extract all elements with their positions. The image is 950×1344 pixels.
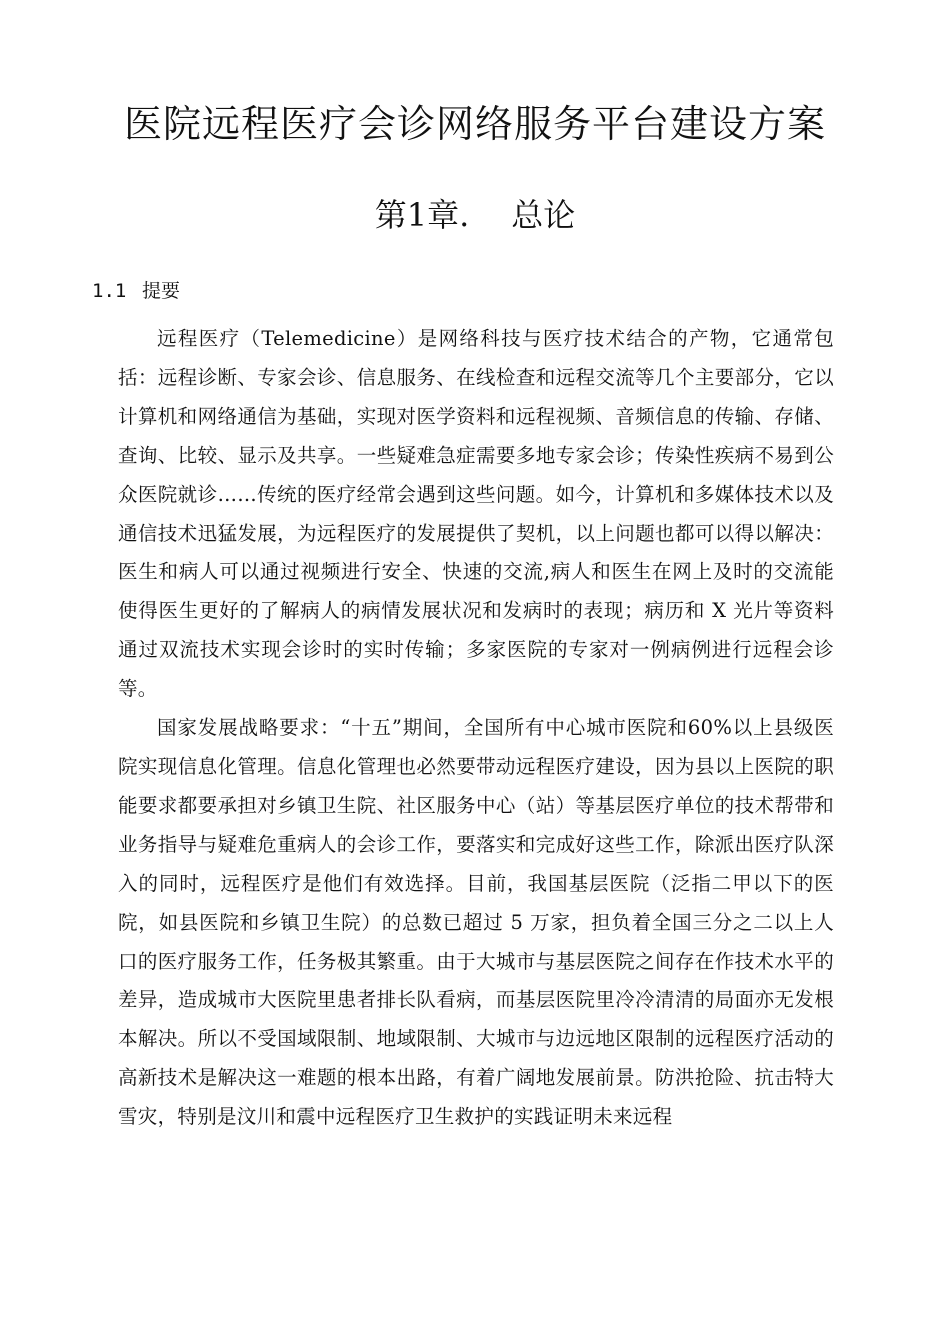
section-title: 提要 — [142, 280, 181, 302]
paragraph-national-strategy: 国家发展战略要求：“十五”期间，全国所有中心城市医院和60%以上县级医院实现信息化管理。信息化管理也必然要带动远程医疗建设，因为县以上医院的职能要求都要承担对乡镇卫生院、社区服务中心（站）等基层医疗单位的技术帮带和业务指导与疑难危重病人的会诊工作，要落实和完成好这些工作，除派出医疗队深入的同时，远程医疗是他们有效选择。目前，我国基层医院（泛指二甲以下的医院，如县医院和乡镇卫生院）的总数已超过 5 万家，担负着全国三分之二以上人口的医疗服务工作，任务极其繁重。由于大城市与基层医院之间存在作技术水平的差异，造成城市大医院里患者排长队看病，而基层医院里冷冷清清的局面亦无发根本解决。所以不受国域限制、地域限制、大城市与边远地区限制的远程医疗活动的高新技术是解决这一难题的根本出路，有着广阔地发展前景。防洪抢险、抗击特大雪灾，特别是汶川和震中远程医疗卫生救护的实践证明未来远程 — [118, 716, 834, 1129]
chapter-heading — [0, 192, 950, 238]
section-heading — [92, 276, 180, 306]
body-text — [118, 320, 834, 1137]
paragraph-telemedicine-intro: 远程医疗（Telemedicine）是网络科技与医疗技术结合的产物，它通常包括：远程诊断、专家会诊、信息服务、在线检查和远程交流等几个主要部分，它以计算机和网络通信为基础，实现对医学资料和远程视频、音频信息的传输、存储、查询、比较、显示及共享。一些疑难急症需要多地专家会诊；传染性疾病不易到公众医院就诊……传统的医疗经常会遇到这些问题。如今，计算机和多媒体技术以及通信技术迅猛发展，为远程医疗的发展提供了契机，以上问题也都可以得以解决：医生和病人可以通过视频进行安全、快速的交流,病人和医生在网上及时的交流能使得医生更好的了解病人的病情发展状况和发病时的表现；病历和 X 光片等资料通过双流技术实现会诊时的实时传输；多家医院的专家对一例病例进行远程会诊等。 — [118, 327, 834, 701]
chapter-name: 总论 — [511, 196, 576, 234]
section-number: 1.1 — [92, 280, 127, 302]
document-title: 医院远程医疗会诊网络服务平台建设方案 — [123, 102, 826, 146]
chapter-number: 第1章. — [374, 196, 470, 234]
